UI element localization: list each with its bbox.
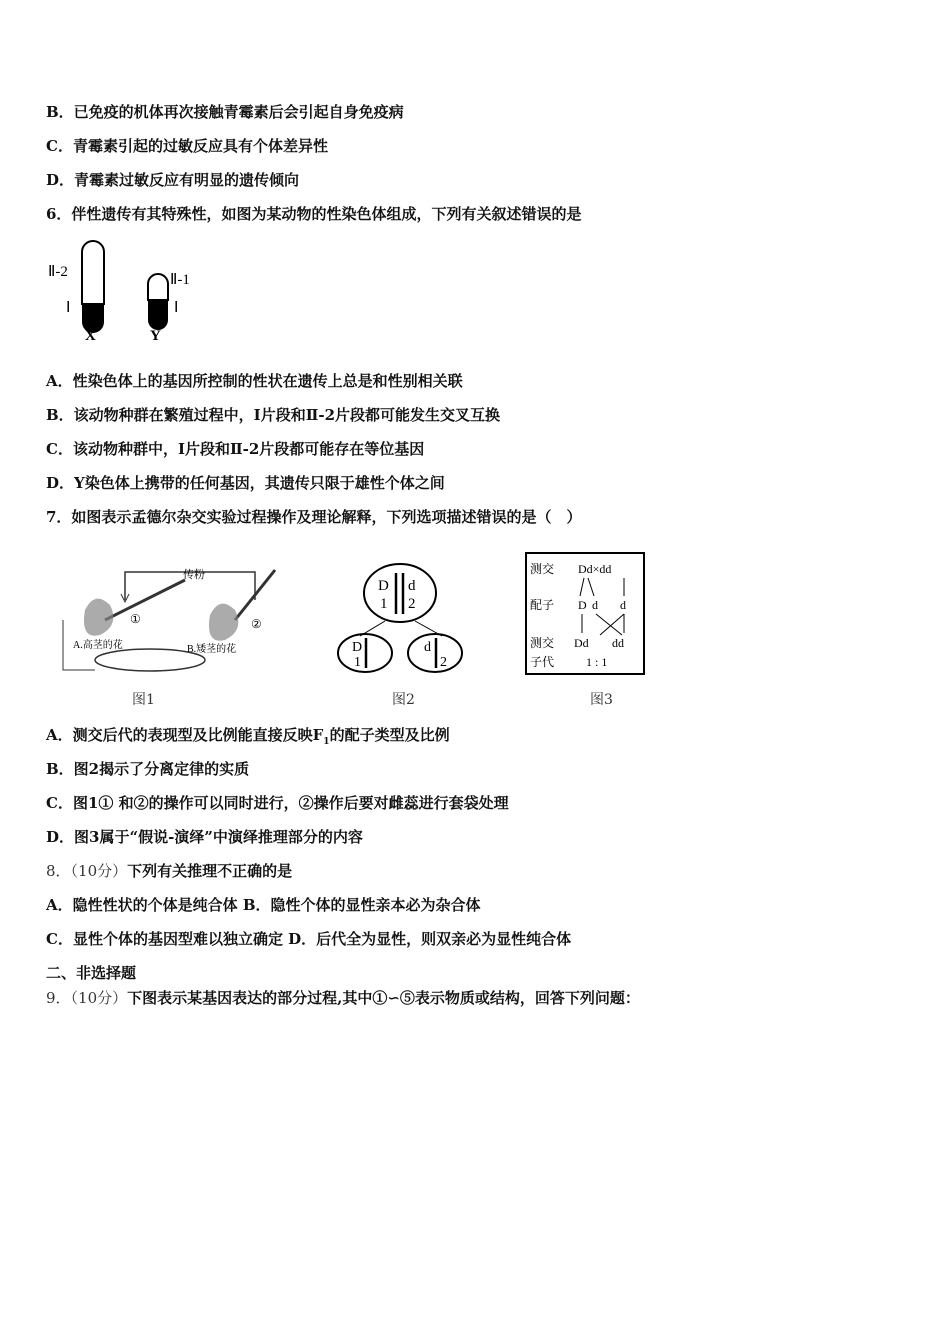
- q9-number: 9．（10分）: [46, 989, 128, 1007]
- figure-1-caption: 图1: [132, 692, 155, 708]
- q7-option-c: C．图1① 和②的操作可以同时进行，②操作后要对雌蕊进行套袋处理: [46, 794, 509, 812]
- label-y-segment-i: Ⅰ: [174, 300, 179, 316]
- label-offspring: 子代: [530, 655, 555, 669]
- figure-3-caption: 图3: [590, 692, 613, 708]
- sex-chromosome-figure: [44, 232, 214, 344]
- q7-option-b: B．图2揭示了分离定律的实质: [46, 760, 250, 778]
- q7-stem: 7．如图表示孟德尔杂交实验过程操作及理论解释，下列选项描述错误的是（ ）: [46, 508, 582, 526]
- q6-option-a: A．性染色体上的基因所控制的性状在遗传上总是和性别相关联: [46, 372, 463, 390]
- label-big-D: D: [378, 578, 389, 594]
- label-step-2: ②: [251, 617, 262, 631]
- label-gamete-D: D: [578, 598, 587, 612]
- q6-option-d: D．Y染色体上携带的任何基因，其遗传只限于雄性个体之间: [46, 474, 445, 492]
- label-testcross: 测交: [530, 562, 555, 576]
- q7-option-a-text: A．测交后代的表现型及比例能直接反映F: [46, 726, 324, 744]
- subscript: 1: [323, 737, 330, 747]
- label-x-segment-i: Ⅰ: [66, 300, 71, 316]
- label-big-d: d: [408, 578, 416, 594]
- label-short-flower: B.矮茎的花: [187, 644, 237, 655]
- q9-stem: [46, 988, 640, 1008]
- q6-option-b: B．该动物种群在繁殖过程中，Ⅰ片段和Ⅱ-2片段都可能发生交叉互换: [46, 406, 501, 424]
- label-gamete-d1: d: [592, 598, 598, 612]
- label-x-segment-ii2: Ⅱ-2: [48, 264, 68, 280]
- label-small-2: 2: [440, 655, 447, 670]
- label-gamete-d2: d: [620, 598, 626, 612]
- q8-stem: [46, 861, 292, 881]
- q7-option-d: D．图3属于“假说-演绎”中演绎推理部分的内容: [46, 828, 363, 846]
- label-offspring-dd: dd: [612, 636, 624, 650]
- label-cross: Dd×dd: [578, 562, 612, 576]
- q6-stem: 6．伴性遗传有其特殊性，如图为某动物的性染色体组成，下列有关叙述错误的是: [46, 205, 582, 223]
- label-y-segment-ii1: Ⅱ-1: [170, 272, 190, 288]
- q5-option-d: D．青霉素过敏反应有明显的遗传倾向: [46, 171, 300, 189]
- q8-options-cd: C．显性个体的基因型难以独立确定 D．后代全为显性，则双亲必为显性纯合体: [46, 930, 572, 948]
- q7-option-a: [46, 725, 450, 752]
- label-pollinate: 传粉: [183, 569, 205, 581]
- q5-option-c: C．青霉素引起的过敏反应具有个体差异性: [46, 137, 328, 155]
- label-tall-flower: A.高茎的花: [73, 640, 123, 651]
- label-small-1: 1: [354, 655, 361, 670]
- q7-option-a-text-end: 的配子类型及比例: [329, 726, 450, 744]
- q9-stem-text: 下图表示某基因表达的部分过程,其中①∽⑤表示物质或结构，回答下列问题：: [127, 989, 640, 1007]
- q8-options-ab: A．隐性性状的个体是纯合体 B．隐性个体的显性亲本必为杂合体: [46, 896, 481, 914]
- q8-number: 8．（10分）: [46, 862, 128, 880]
- label-ratio: 1 : 1: [586, 655, 608, 669]
- label-big-1: 1: [380, 596, 388, 612]
- label-x: X: [85, 328, 96, 344]
- figure-3-testcross: [524, 551, 648, 677]
- q6-option-c: C．该动物种群中，Ⅰ片段和Ⅱ-2片段都可能存在等位基因: [46, 440, 425, 458]
- label-gamete: 配子: [530, 598, 555, 612]
- label-step-1: ①: [130, 612, 141, 626]
- q5-option-b: B．已免疫的机体再次接触青霉素后会引起自身免疫病: [46, 103, 404, 121]
- section-heading: 二、非选择题: [46, 964, 137, 982]
- label-offspring-Dd: Dd: [574, 636, 589, 650]
- label-testcross-2: 测交: [530, 636, 555, 650]
- label-small-d: d: [424, 640, 431, 655]
- figure-2-caption: 图2: [392, 692, 415, 708]
- figure-1-pollination: [55, 560, 285, 680]
- label-small-D: D: [352, 640, 363, 655]
- figure-2-segregation: [330, 558, 470, 678]
- label-big-2: 2: [408, 596, 416, 612]
- q8-stem-text: 下列有关推理不正确的是: [127, 862, 293, 880]
- label-y: Y: [150, 328, 161, 344]
